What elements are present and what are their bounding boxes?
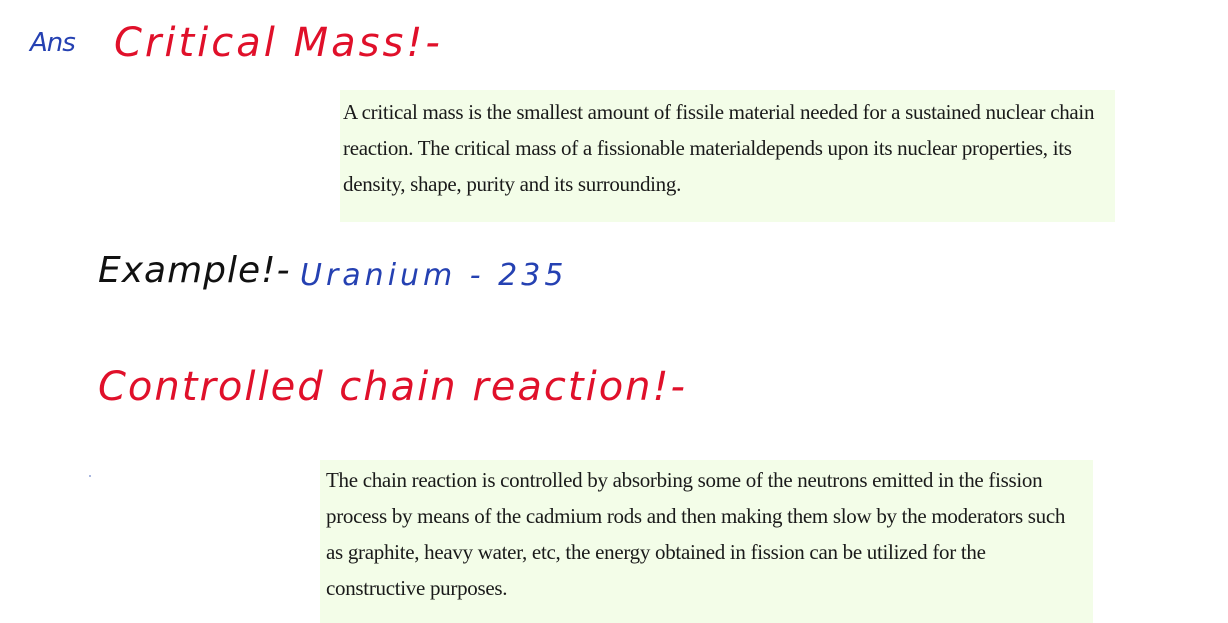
ans-label: Ans xyxy=(30,28,75,58)
critical-mass-definition-text: A critical mass is the smallest amount of fissile material needed for a sustained nuclear chain reaction. The critical mass of a fissionable materialdepends upon its nuclear properties, its density, shape, purity and its surrounding. xyxy=(343,100,1095,196)
controlled-chain-reaction-heading: Controlled chain reaction!- xyxy=(98,364,687,410)
critical-mass-heading: Critical Mass!- xyxy=(114,20,443,66)
controlled-reaction-definition-text: The chain reaction is controlled by absorbing some of the neutrons emitted in the fission process by means of the cadmium rods and then making them slow by the moderators such as graphite, heavy water, etc, the energy obtained in fission can be utilized for the constructive purposes. xyxy=(326,468,1066,600)
stray-dot xyxy=(89,475,91,477)
example-label: Example!- xyxy=(98,250,291,291)
controlled-reaction-definition-box xyxy=(320,460,1093,623)
critical-mass-definition-box xyxy=(340,90,1115,222)
example-value: Uranium - 235 xyxy=(300,258,568,293)
